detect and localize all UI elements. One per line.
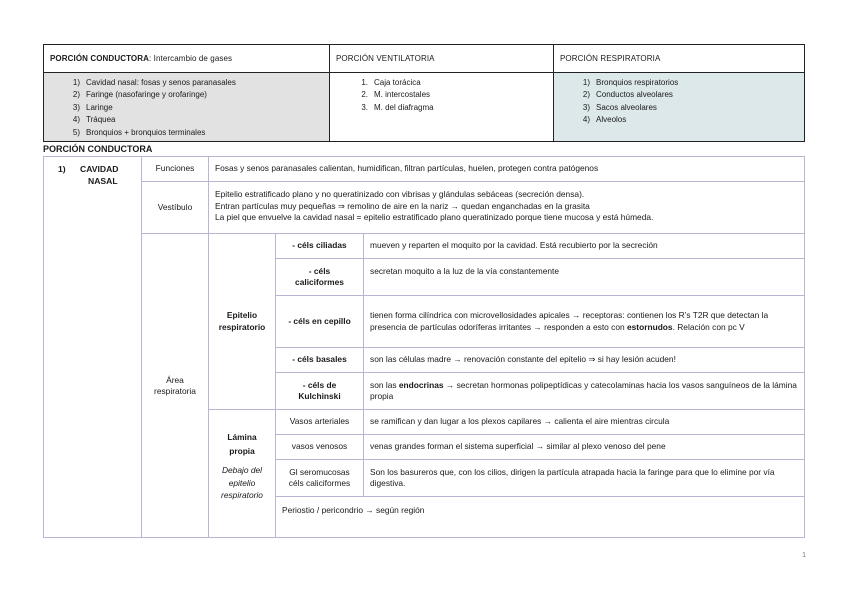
ventilatoria-header: PORCIÓN VENTILATORIA <box>330 45 554 73</box>
debajo-2: epitelio <box>228 477 256 488</box>
ventilatoria-item: 2. M. intercostales <box>361 90 431 100</box>
conductora-item: 5) Bronquios + bronquios terminales <box>72 127 206 137</box>
respiratoria-list <box>554 73 804 141</box>
respiratoria-header: PORCIÓN RESPIRATORIA <box>554 45 804 73</box>
ventilatoria-item: 3. M. del diafragma <box>361 102 434 112</box>
vestibulo-text <box>209 182 805 234</box>
debajo-3: respiratorio <box>221 490 263 500</box>
lamina-text-venosos: venas grandes forman el sistema superficial → similar al plexo venoso del pene <box>364 435 805 460</box>
conductora-item: 1) Cavidad nasal: fosas y senos paranasales <box>72 78 236 87</box>
vestibulo-label: Vestíbulo <box>142 182 209 234</box>
lamina-propia-label <box>209 410 276 538</box>
summary-table <box>43 44 805 142</box>
conductora-item: 3) Laringe <box>72 102 113 112</box>
vestibulo-line-2: Entran partículas muy pequeñas ⇒ remolino de aire en la nariz → quedan enganchadas en la grasita <box>215 200 590 211</box>
area-label-1: Área <box>166 374 184 385</box>
lamina-text-arteriales: se ramifican y dan lugar a los plexos capilares → calienta el aire mientras circula <box>364 410 805 435</box>
cell-label-kulchinski: - céls de Kulchinski <box>276 373 364 410</box>
area-respiratoria-label <box>142 234 209 538</box>
cavidad-nasal-cell <box>44 157 142 538</box>
cavidad-label-1: CAVIDAD <box>80 164 119 174</box>
respiratoria-item: 3) Sacos alveolares <box>582 102 657 112</box>
lamina-label-seromucosas: Gl seromucosas céls caliciformes <box>276 460 364 497</box>
cell-text-cepillo: tienen forma cilíndrica con microvellosidades apicales → receptoras: contienen los R’s T2R que detectan la presencia de partículas odoríferas irritantes → responden a esto con estornudos. Relación con pc V <box>364 296 805 348</box>
respiratoria-item: 1) Bronquios respiratorios <box>582 78 679 87</box>
section-title: PORCIÓN CONDUCTORA <box>43 144 153 154</box>
periostio-text: Periostio / pericondrio → según región <box>282 504 425 515</box>
lamina-label-arteriales: Vasos arteriales <box>276 410 364 435</box>
epitelio-label-1: Epitelio <box>226 310 258 320</box>
main-table <box>43 156 805 538</box>
vestibulo-line-3: La piel que envuelve la cavidad nasal = epitelio estratificado plano queratinizado porque tiene mucosa y está húmeda. <box>215 212 654 222</box>
cell-text-ciliadas: mueven y reparten el moquito por la cavidad. Está recubierto por la secreción <box>364 234 805 259</box>
vestibulo-line-1: Epitelio estratificado plano y no queratinizado con vibrisas y glándulas sebáceas (secreción densa). <box>215 189 585 199</box>
conductora-item: 2) Faringe (nasofaringe y orofaringe) <box>72 90 207 100</box>
respiratoria-item: 2) Conductos alveolares <box>582 90 673 100</box>
funciones-label: Funciones <box>142 157 209 182</box>
debajo-1: Debajo del <box>221 465 263 475</box>
conductora-item: 4) Tráquea <box>72 115 116 125</box>
ventilatoria-item: 1. Caja torácica <box>361 78 421 87</box>
respiratoria-item: 4) Alveolos <box>582 115 627 125</box>
lamina-label-2: propia <box>229 445 255 456</box>
cell-label-caliciformes: - céls caliciformes <box>276 259 364 296</box>
lamina-label-venosos: vasos venosos <box>276 435 364 460</box>
cell-label-basales: - céls basales <box>276 348 364 373</box>
ventilatoria-list <box>330 73 554 141</box>
conductora-header: PORCIÓN CONDUCTORA: Intercambio de gases <box>44 45 330 73</box>
cell-label-cepillo: - céls en cepillo <box>276 296 364 348</box>
funciones-text: Fosas y senos paranasales calientan, humidifican, filtran partículas, huelen, protegen contra patógenos <box>209 157 805 182</box>
lamina-label-1: Lámina <box>227 432 257 442</box>
cavidad-label-2: NASAL <box>88 176 118 186</box>
cell-label-ciliadas: - céls ciliadas <box>276 234 364 259</box>
epitelio-label-2: respiratorio <box>218 321 266 332</box>
cell-text-caliciformes: secretan moquito a la luz de la vía constantemente <box>364 259 805 296</box>
lamina-text-seromucosas: Son los basureros que, con los cilios, dirigen la partícula atrapada hacia la faringe para que lo elimine por vía digestiva. <box>364 460 805 497</box>
cell-text-kulchinski: son las endocrinas → secretan hormonas polipeptídicas y catecolaminas hacia los vasos sanguíneos de la lámina propia <box>364 373 805 410</box>
epitelio-label <box>209 234 276 410</box>
conductora-list <box>44 73 330 141</box>
page-number: 1 <box>802 552 806 559</box>
area-label-2: respiratoria <box>154 386 196 396</box>
cavidad-num: 1) <box>58 164 66 174</box>
cell-text-basales: son las células madre → renovación constante del epitelio ⇒ si hay lesión acuden! <box>364 348 805 373</box>
